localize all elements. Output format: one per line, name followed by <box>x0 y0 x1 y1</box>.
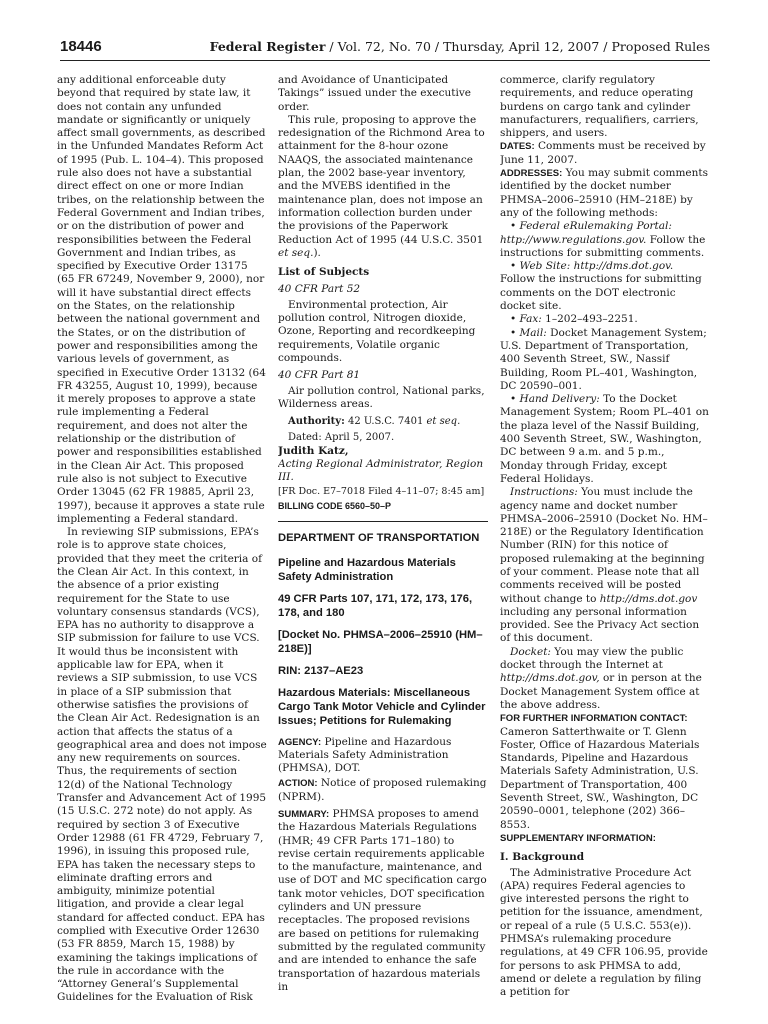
list-item: • Federal eRulemaking Portal: http://www.regulations.gov. Follow the instructions for submitting comments. <box>500 220 710 260</box>
contact-heading: FOR FURTHER INFORMATION CONTACT: <box>500 713 688 725</box>
authority-line: Authority: 42 U.S.C. 7401 et seq. <box>288 416 461 428</box>
page-number: 18446 <box>60 38 102 55</box>
subject-terms: Air pollution control, National parks, Wilderness areas. <box>278 384 485 410</box>
department-heading: DEPARTMENT OF TRANSPORTATION <box>278 532 480 545</box>
paragraph: This rule, proposing to approve the redesignation of the Richmond Area to attainment for the 8-hour ozone NAAQS, the associated maintenance plan, the 2002 base-year inventory, and the MVEBS identified in the maintenance plan, does not impose an information collection burden under the provisions of the Paperwork Reduction Act of 1995 (44 U.S.C. 3501 et seq.). <box>278 113 485 259</box>
instructions-paragraph: Instructions: You must include the agency name and docket number PHMSA–2006–25910 (Docket No. HM–218E) or the Regulatory Identification Number (RIN) for this notice of proposed rulemaking at the beginning of your comment. Please note that all comments received will be posted without change to http://dms.dot.gov including any personal information provided. See the Privacy Act section of this document. <box>500 486 708 645</box>
cfr-part-heading: 40 CFR Part 81 <box>278 369 361 382</box>
cfr-parts-heading: 49 CFR Parts 107, 171, 172, 173, 176, 178, and 180 <box>278 592 473 619</box>
column-left <box>57 74 267 1018</box>
list-item: • Web Site: http://dms.dot.gov. Follow the instructions for submitting comments on the DOT electronic docket site. <box>500 260 710 313</box>
docket-heading: [Docket No. PHMSA–2006–25910 (HM–218E)] <box>278 628 483 655</box>
list-item: • Mail: Docket Management System; U.S. Department of Transportation, 400 Seventh Street, SW., Nassif Building, Room PL–401, Washington, DC 20590–001. <box>500 327 710 393</box>
paragraph: and Avoidance of Unanticipated Takings” issued under the executive order. <box>278 74 471 113</box>
document-title: Hazardous Materials: Miscellaneous Cargo Tank Motor Vehicle and Cylinder Issues; Petitions for Rulemaking <box>278 686 486 727</box>
rin-heading: RIN: 2137–AE23 <box>278 664 364 677</box>
subject-terms: Environmental protection, Air pollution control, Nitrogen dioxide, Ozone, Reporting and recordkeeping requirements, Volatile organic compounds. <box>278 298 476 364</box>
paragraph: any additional enforceable duty beyond that required by state law, it does not contain any unfunded mandate or significantly or uniquely affect small governments, as described in the Unfunded Mandates Reform Act of 1995 (Pub. L. 104–4). This proposed rule also does not have a substantial direct effect on one or more Indian tribes, on the relationship between the Federal Government and Indian tribes, or on the distribution of power and responsibilities between the Federal Government and Indian tribes, as specified by Executive Order 13175 (65 FR 67249, November 9, 2000), nor will it have substantial direct effects on the States, on the relationship between the national government and the States, or on the distribution of power and responsibilities among the various levels of government, as specified in Executive Order 13132 (64 FR 43255, August 10, 1999), because it merely proposes to approve a state rule implementing a Federal requirement, and does not alter the relationship or the distribution of power and responsibilities established in the Clean Air Act. This proposed rule also is not subject to Executive Order 13045 (62 FR 19885, April 23, 1997), because it approves a state rule implementing a Federal standard. <box>57 74 266 525</box>
signer-name: Judith Katz, <box>278 444 349 457</box>
contact-paragraph: Cameron Satterthwaite or T. Glenn Foster, Office of Hazardous Materials Standards, Pipeline and Hazardous Materials Safety Administration, U.S. Department of Transportation, 400 Seventh Street, SW., Washington, DC 20590–0001, telephone (202) 366–8553. <box>500 725 700 831</box>
paragraph: The Administrative Procedure Act (APA) requires Federal agencies to give interested persons the right to petition for the issuance, amendment, or repeal of a rule (5 U.S.C. 553(e)). PHMSA’s rulemaking procedure regulations, at 49 CFR 106.95, provide for persons to ask PHMSA to add, amend or delete a regulation by filing a petition for <box>500 866 708 999</box>
billing-code: BILLING CODE 6560–50–P <box>278 500 392 511</box>
summary-paragraph: SUMMARY: PHMSA proposes to amend the Hazardous Materials Regulations (HMR; 49 CFR Parts 171–180) to revise certain requirements applicable to the manufacture, maintenance, and use of DOT and MC specification cargo tank motor vehicles, DOT specification cylinders and UN pressure receptacles. The proposed revisions are based on petitions for rulemaking submitted by the regulated community and are intended to enhance the safe transportation of hazardous materials in <box>278 807 487 993</box>
agency-heading: Pipeline and Hazardous Materials Safety Administration <box>278 556 456 583</box>
cfr-part-heading: 40 CFR Part 52 <box>278 283 361 296</box>
fr-doc-line: [FR Doc. E7–7018 Filed 4–11–07; 8:45 am] <box>278 485 485 497</box>
list-item: • Fax: 1–202–493–2251. <box>500 313 710 326</box>
column-right <box>500 74 710 1018</box>
docket-paragraph: Docket: You may view the public docket through the Internet at http://dms.dot.gov, or in person at the Docket Management System office at the above address. <box>500 645 702 711</box>
list-of-subjects-heading: List of Subjects <box>278 266 370 279</box>
supplementary-heading: SUPPLEMENTARY INFORMATION: <box>500 832 656 844</box>
dated-line: Dated: April 5, 2007. <box>288 432 395 444</box>
section-heading: I. Background <box>500 851 585 864</box>
paragraph: In reviewing SIP submissions, EPA’s role is to approve state choices, provided that they meet the criteria of the Clean Air Act. In this context, in the absence of a prior existing requirement for the State to use voluntary consensus standards (VCS), EPA has no authority to disapprove a SIP submission for failure to use VCS. It would thus be inconsistent with applicable law for EPA, when it reviews a SIP submission, to use VCS in place of a SIP submission that otherwise satisfies the provisions of the Clean Air Act. Redesignation is an action that affects the status of a geographical area and does not impose any new requirements on sources. Thus, the requirements of section 12(d) of the National Technology Transfer and Advancement Act of 1995 (15 U.S.C. 272 note) do not apply. As required by section 3 of Executive Order 12988 (61 FR 4729, February 7, 1996), in issuing this proposed rule, EPA has taken the necessary steps to eliminate drafting errors and ambiguity, minimize potential litigation, and provide a clear legal standard for affected conduct. EPA has complied with Executive Order 12630 (53 FR 8859, March 15, 1988) by examining the takings implications of the rule in accordance with the “Attorney General’s Supplemental Guidelines for the Evaluation of Risk <box>57 526 267 1004</box>
signer-title: Acting Regional Administrator, Region III. <box>278 458 484 484</box>
section-divider <box>278 521 488 522</box>
paragraph: commerce, clarify regulatory requirements, and reduce operating burdens on cargo tank and cylinder manufacturers, requalifiers, carriers, shippers, and users. <box>500 74 699 140</box>
agency-line: AGENCY: Pipeline and Hazardous Materials Safety Administration (PHMSA), DOT. <box>278 735 452 775</box>
list-item: • Hand Delivery: To the Docket Management System; Room PL–401 on the plaza level of the Nassif Building, 400 Seventh Street, SW., Washington, DC between 9 a.m. and 5 p.m., Monday through Friday, except Federal Holidays. <box>500 393 710 486</box>
publication-name: Federal Register <box>209 39 326 54</box>
addresses-line: ADDRESSES: You may submit comments identified by the docket number PHMSA–2006–25910 (HM–218E) by any of the following methods: <box>500 167 709 219</box>
column-middle <box>278 74 488 1018</box>
running-head <box>210 39 710 54</box>
publication-details: / Vol. 72, No. 70 / Thursday, April 12, 2007 / Proposed Rules <box>325 39 710 54</box>
page-header <box>60 34 710 61</box>
action-line: ACTION: Notice of proposed rulemaking (NPRM). <box>278 777 487 803</box>
dates-line: DATES: Comments must be received by June 11, 2007. <box>500 140 706 166</box>
